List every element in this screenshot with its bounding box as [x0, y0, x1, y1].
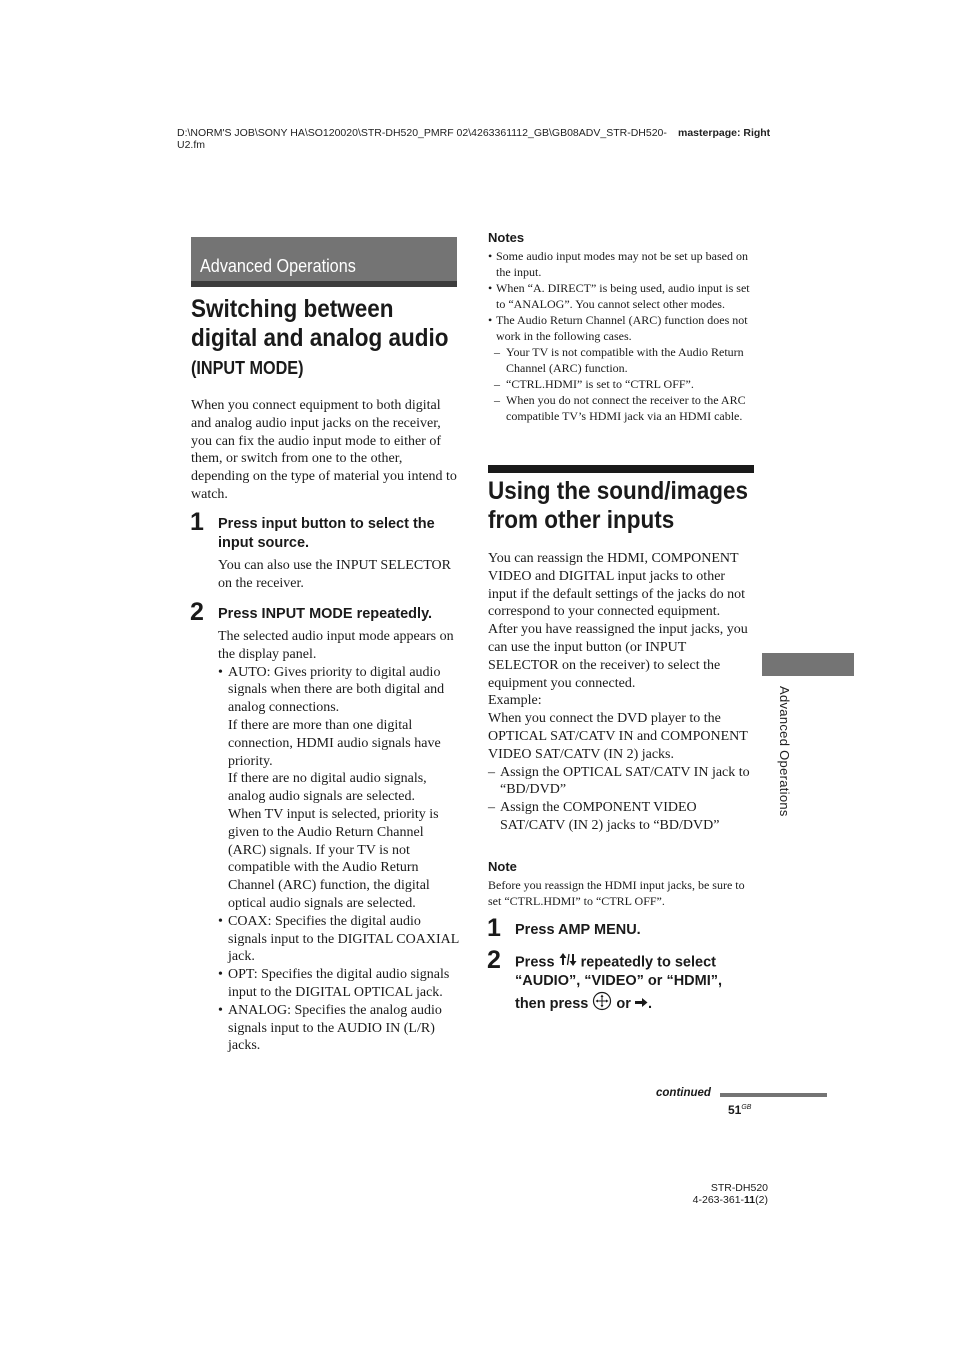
list-item — [488, 344, 756, 376]
auto-mode-text: When TV input is selected, priority is given to the Audio Return Channel (ARC) signals. If your TV is not compatible with the Audio Return Channel (ARC) function, the digital optical audio signals are selected. — [228, 806, 439, 911]
step-text: . — [647, 996, 652, 1013]
page-number-suffix: GB — [741, 1104, 752, 1111]
dash: – — [488, 764, 495, 780]
note-case-text: “CTRL.HDMI” is set to “CTRL OFF”. — [506, 377, 694, 391]
model-name: STR-DH520 — [710, 1182, 768, 1194]
step-1-title: Press input button to select the input source. — [218, 516, 435, 551]
note-text: Some audio input modes may not be set up based on the input. — [496, 249, 748, 279]
note-heading: Note — [488, 859, 517, 874]
list-item — [218, 966, 460, 1002]
note-case-text: Your TV is not compatible with the Audio Return Channel (ARC) function. — [506, 345, 744, 375]
bullet: • — [488, 249, 493, 263]
right-body-paragraph: After you have reassigned the input jacks, you can use the input button (or INPUT SELECTOR on the receiver) to select the equipment you connected. — [488, 622, 748, 691]
list-item — [488, 764, 754, 800]
file-path-header: D:\NORM'S JOB\SONY HA\SO120020\STR-DH520_PMRF 02\4263361112_GB\GB08ADV_STR-DH520-U2.fm — [177, 127, 667, 151]
left-subtitle: (INPUT MODE) — [191, 358, 304, 378]
left-title-line-2: digital and analog audio — [191, 324, 449, 352]
step-2-body — [218, 628, 460, 1055]
part-code: 4-263-361- — [692, 1194, 745, 1206]
dash: – — [494, 377, 500, 391]
list-item — [488, 392, 756, 424]
note-body: Before you reassign the HDMI input jacks, be sure to set “CTRL.HDMI” to “CTRL OFF”. — [488, 878, 745, 908]
auto-mode-text: If there are no digital audio signals, analog audio signals are selected. — [228, 771, 427, 805]
note-text: When “A. DIRECT” is being used, audio input is set to “ANALOG”. You cannot select other modes. — [496, 281, 750, 311]
section-banner — [191, 237, 457, 287]
left-intro: When you connect equipment to both digital and analog audio input jacks on the receiver, you can fix the audio input mode to either of them, or switch from one to the other, depending on the type of material you intend to watch. — [191, 398, 457, 502]
right-title-line-2: from other inputs — [488, 506, 675, 534]
part-code-suffix: (2) — [755, 1194, 768, 1206]
auto-mode-text: AUTO: Gives priority to digital audio signals when there are both digital and analog connections. — [228, 664, 445, 716]
bullet: • — [218, 664, 223, 680]
step-text: or — [616, 996, 631, 1013]
list-item — [488, 376, 756, 392]
right-title-line-1: Using the sound/images — [488, 477, 749, 505]
side-index-tab — [762, 653, 854, 676]
list-item — [218, 913, 460, 966]
right-body-paragraph: Example: — [488, 693, 542, 709]
page-number — [728, 1103, 751, 1117]
notes-heading: Notes — [488, 230, 525, 245]
bullet: • — [488, 313, 493, 327]
step-2-description: The selected audio input mode appears on the display panel. — [218, 629, 454, 662]
right-body-paragraph: When you connect the DVD player to the OPTICAL SAT/CATV IN and COMPONENT VIDEO SAT/CATV (IN 2) jacks. — [488, 711, 748, 762]
step-text: then press — [515, 996, 589, 1013]
dash: – — [494, 345, 500, 359]
part-code-bold: 11 — [744, 1194, 756, 1206]
list-item — [218, 664, 460, 913]
example-list — [488, 764, 754, 835]
bullet: • — [218, 913, 223, 929]
opt-mode-text: OPT: Specifies the digital audio signals input to the DIGITAL OPTICAL jack. — [228, 967, 450, 1000]
auto-mode-text: If there are more than one digital connection, HDMI audio signals have priority. — [228, 717, 441, 769]
bullet: • — [218, 967, 223, 983]
page-number-value: 51 — [728, 1103, 742, 1117]
masterpage-label: masterpage: Right — [678, 127, 771, 139]
example-text: Assign the OPTICAL SAT/CATV IN jack to “BD/DVD” — [500, 764, 750, 798]
list-item — [218, 1002, 460, 1055]
up-down-arrow-icon — [559, 953, 577, 972]
right-step-2-title — [515, 953, 760, 1017]
right-step-1-title: Press AMP MENU. — [515, 922, 641, 938]
input-mode-list — [218, 664, 460, 1056]
analog-mode-text: ANALOG: Specifies the analog audio signals input to the AUDIO IN (L/R) jacks. — [228, 1002, 442, 1054]
right-step-1-number: 1 — [487, 914, 501, 942]
right-step-2-number: 2 — [487, 946, 501, 974]
list-item — [488, 799, 754, 835]
right-body-paragraph: You can reassign the HDMI, COMPONENT VIDEO and DIGITAL input jacks to other input if the default settings of the jacks do not correspond to your connected equipment. — [488, 551, 746, 620]
note-text: The Audio Return Channel (ARC) function does not work in the following cases. — [496, 313, 748, 343]
list-item — [488, 280, 756, 312]
left-title-line-1: Switching between — [191, 295, 394, 323]
step-2-title: Press INPUT MODE repeatedly. — [218, 606, 433, 622]
continued-label: continued — [656, 1087, 711, 1099]
right-arrow-icon — [635, 995, 648, 1014]
note-case-text: When you do not connect the receiver to the ARC compatible TV’s HDMI jack via an HDMI cable. — [506, 393, 746, 423]
step-2-number: 2 — [190, 598, 204, 626]
dash: – — [488, 800, 495, 816]
bullet: • — [488, 281, 493, 295]
left-page-title — [191, 295, 449, 353]
example-text: Assign the COMPONENT VIDEO SAT/CATV (IN 2) jacks to “BD/DVD” — [500, 800, 720, 833]
right-page-title — [488, 477, 748, 535]
enter-button-icon — [592, 991, 612, 1017]
step-text: “AUDIO”, “VIDEO” or “HDMI”, — [515, 973, 723, 990]
model-code — [687, 1182, 768, 1206]
coax-mode-text: COAX: Specifies the digital audio signals input to the DIGITAL COAXIAL jack. — [228, 913, 459, 965]
dash: – — [494, 393, 500, 407]
continued-rule — [720, 1093, 827, 1097]
right-body — [488, 550, 754, 835]
list-item — [488, 248, 756, 280]
notes-list — [488, 248, 756, 424]
section-banner-title: Advanced Operations — [200, 256, 356, 276]
step-1-body: You can also use the INPUT SELECTOR on the receiver. — [218, 558, 451, 591]
bullet: • — [218, 1002, 223, 1018]
section-rule — [488, 465, 754, 473]
side-index-label: Advanced Operations — [777, 686, 792, 817]
step-1-number: 1 — [190, 508, 204, 536]
list-item — [488, 312, 756, 344]
step-text: Press — [515, 954, 555, 971]
step-text: repeatedly to select — [580, 954, 716, 971]
